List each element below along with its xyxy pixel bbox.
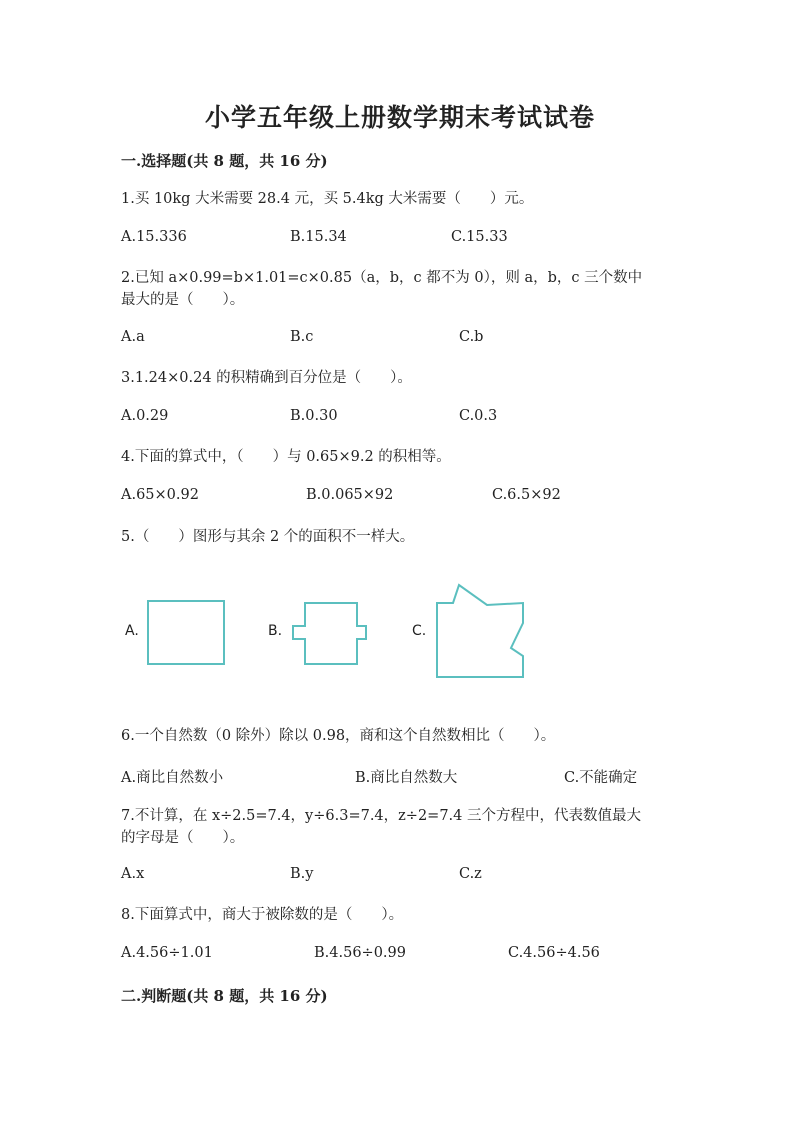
q8-option-b: B.4.56÷0.99	[314, 945, 406, 961]
q6-option-b: B.商比自然数大	[355, 770, 458, 786]
q3-option-c: C.0.3	[459, 408, 498, 424]
q6-option-c: C.不能确定	[564, 770, 638, 786]
question-8: 8.下面算式中，商大于被除数的是（ ）。	[121, 907, 404, 923]
figure-b-shape	[293, 603, 366, 664]
figure-c-shape	[437, 585, 523, 677]
q6-option-a: A.商比自然数小	[121, 770, 224, 786]
q7-option-c: C.z	[459, 866, 482, 882]
q4-option-c: C.6.5×92	[492, 487, 561, 503]
figure-label-c: C.	[412, 623, 427, 639]
question-2-line-2: 最大的是（ ）。	[121, 292, 245, 308]
q2-option-a: A.a	[121, 329, 145, 345]
q1-option-a: A.15.336	[121, 229, 187, 245]
question-4: 4.下面的算式中，（ ）与 0.65×9.2 的积相等。	[121, 449, 451, 465]
q2-option-b: B.c	[290, 329, 314, 345]
q8-option-c: C.4.56÷4.56	[508, 945, 600, 961]
figure-label-a: A.	[125, 623, 139, 639]
page-title: 小学五年级上册数学期末考试试卷	[204, 103, 595, 132]
question-7-line-1: 7.不计算，在 x÷2.5=7.4，y÷6.3=7.4，z÷2=7.4 三个方程中，代表数值最大	[121, 808, 641, 824]
question-5: 5.（ ）图形与其余 2 个的面积不一样大。	[121, 529, 415, 545]
question-2-line-1: 2.已知 a×0.99=b×1.01=c×0.85（a，b，c 都不为 0），则 a，b，c 三个数中	[121, 270, 643, 286]
q7-option-a: A.x	[121, 866, 145, 882]
question-1: 1.买 10kg 大米需要 28.4 元，买 5.4kg 大米需要（ ）元。	[121, 191, 534, 207]
q4-option-b: B.0.065×92	[306, 487, 394, 503]
q1-option-c: C.15.33	[451, 229, 508, 245]
q8-option-a: A.4.56÷1.01	[121, 945, 213, 961]
question-7-line-2: 的字母是（ ）。	[121, 830, 245, 846]
question-6: 6.一个自然数（0 除外）除以 0.98，商和这个自然数相比（ ）。	[121, 728, 556, 744]
q1-option-b: B.15.34	[290, 229, 347, 245]
figure-a-rectangle	[148, 601, 224, 664]
q3-option-a: A.0.29	[121, 408, 169, 424]
q7-option-b: B.y	[290, 866, 314, 882]
q2-option-c: C.b	[459, 329, 484, 345]
q3-option-b: B.0.30	[290, 408, 338, 424]
section-heading-choice: 一.选择题(共 8 题，共 16 分)	[121, 152, 328, 170]
q4-option-a: A.65×0.92	[121, 487, 199, 503]
question-3: 3.1.24×0.24 的积精确到百分位是（ ）。	[121, 370, 412, 386]
figure-label-b: B.	[268, 623, 283, 639]
section-heading-judgement: 二.判断题(共 8 题，共 16 分)	[121, 987, 328, 1005]
